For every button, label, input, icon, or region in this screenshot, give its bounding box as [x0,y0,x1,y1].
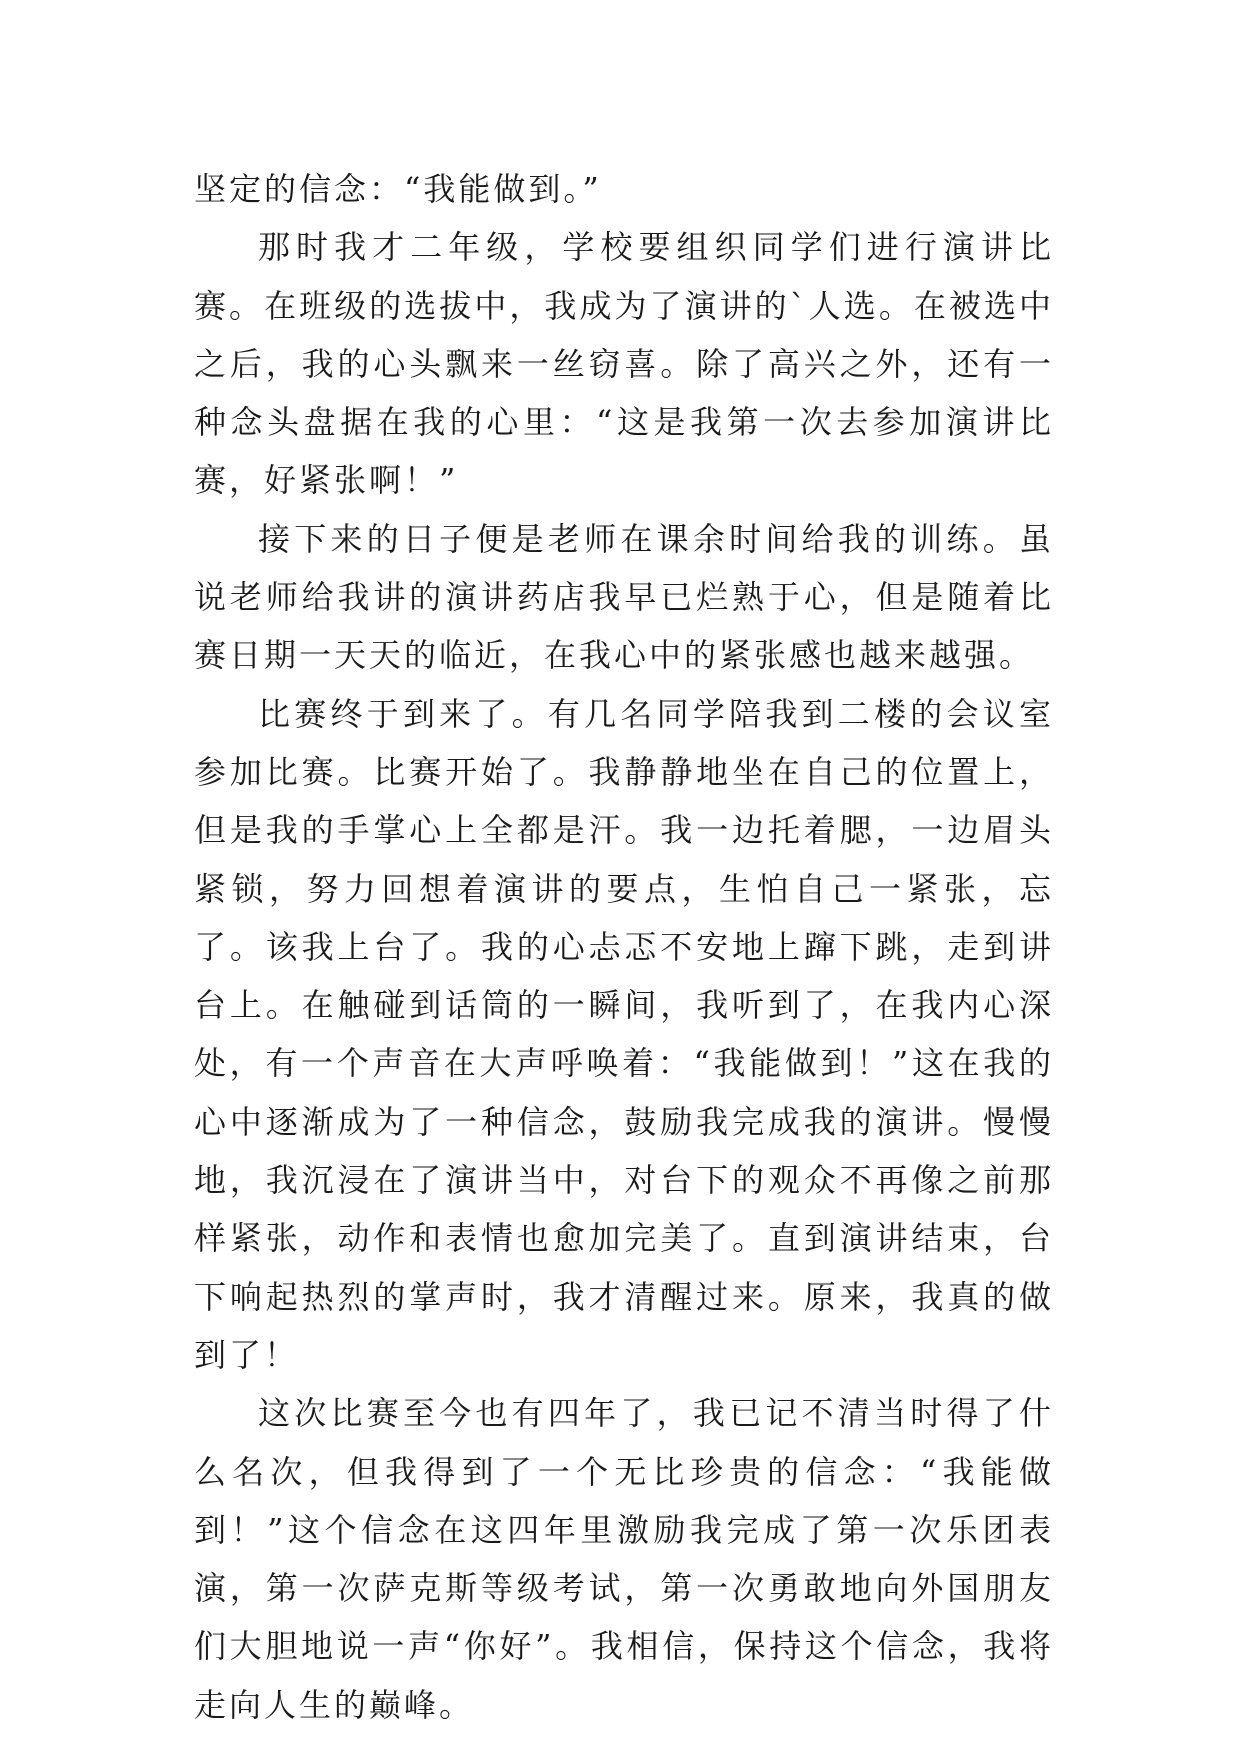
paragraph-4: 比赛终于到来了。有几名同学陪我到二楼的会议室参加比赛。比赛开始了。我静静地坐在自己的位置上，但是我的手掌心上全都是汗。我一边托着腮，一边眉头紧锁，努力回想着演讲的要点，生怕自己一紧张，忘了。该我上台了。我的心忐忑不安地上蹿下跳，走到讲台上。在触碰到话筒的一瞬间，我听到了，在我内心深处，有一个声音在大声呼唤着：“我能做到！”这在我的心中逐渐成为了一种信念，鼓励我完成我的演讲。慢慢地，我沉浸在了演讲当中，对台下的观众不再像之前那样紧张，动作和表情也愈加完美了。直到演讲结束，台下响起热烈的掌声时，我才清醒过来。原来，我真的做到了！ [194,694,1054,1374]
paragraph-5: 这次比赛至今也有四年了，我已记不清当时得了什么名次，但我得到了一个无比珍贵的信念：“我能做到！”这个信念在这四年里激励我完成了第一次乐团表演，第一次萨克斯等级考试，第一次勇敢地向外国朋友们大胆地说一声“你好”。我相信，保持这个信念，我将走向人生的巅峰。 [194,1394,1054,1724]
document-body [194,160,1054,1734]
paragraph-3: 接下来的日子便是老师在课余时间给我的训练。虽说老师给我讲的演讲药店我早已烂熟于心，但是随着比赛日期一天天的临近，在我心中的紧张感也越来越强。 [194,519,1054,675]
paragraph-2: 那时我才二年级，学校要组织同学们进行演讲比赛。在班级的选拔中，我成为了演讲的`人选。在被选中之后，我的心头飘来一丝窃喜。除了高兴之外，还有一种念头盘据在我的心里：“这是我第一次去参加演讲比赛，好紧张啊！” [194,228,1054,500]
paragraph-1: 坚定的信念：“我能做到。” [194,170,602,208]
